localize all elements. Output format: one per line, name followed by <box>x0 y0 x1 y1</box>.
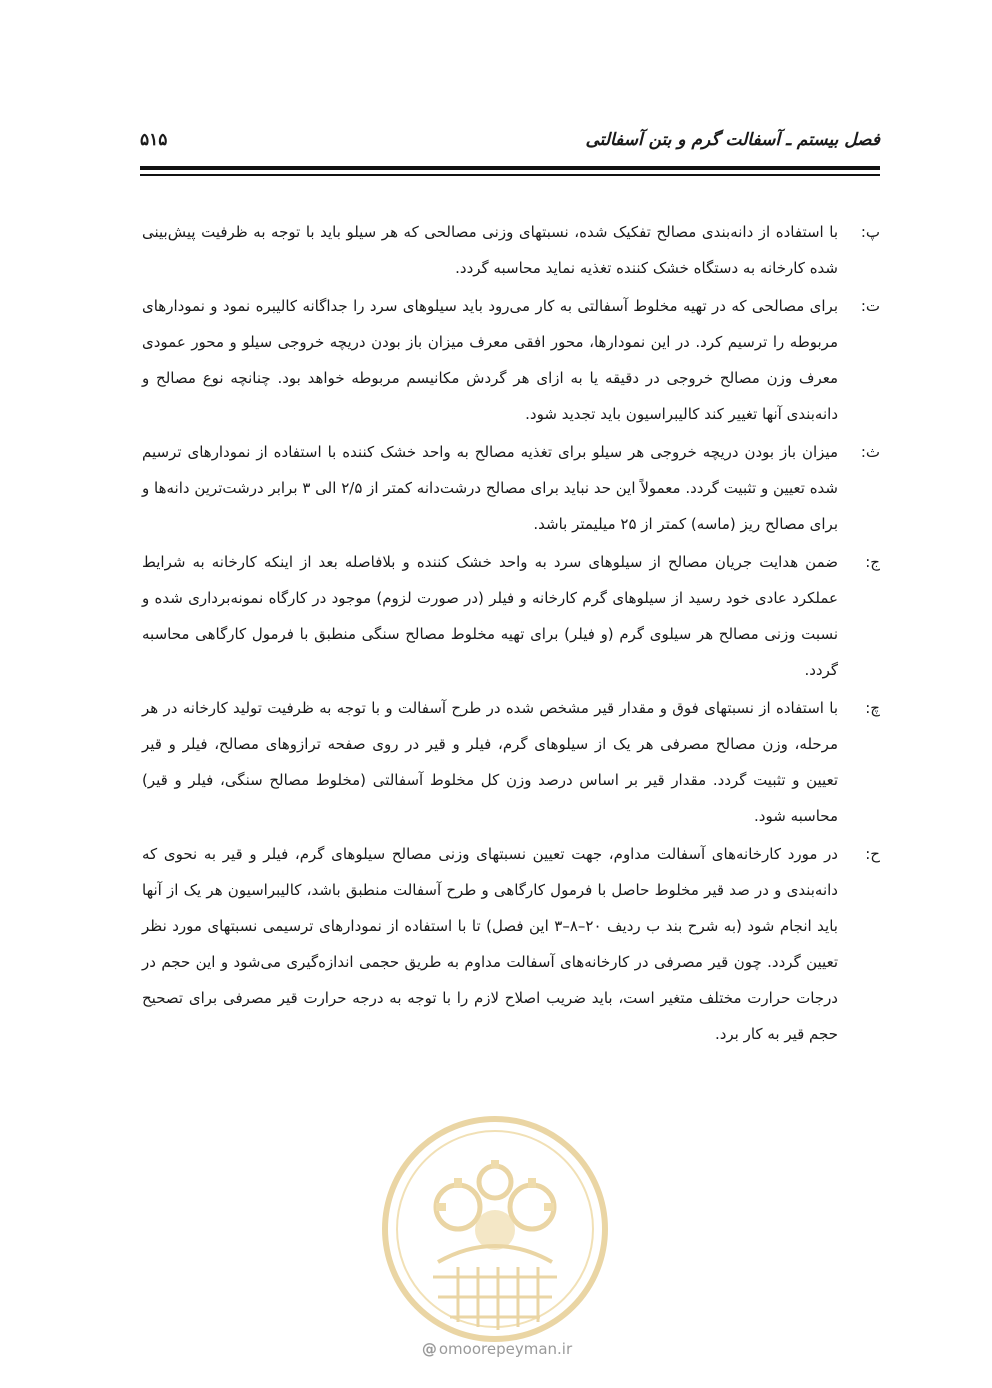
paragraph-marker: ث: <box>860 443 880 461</box>
paragraph-marker: ج: <box>865 553 880 571</box>
watermark-emblem <box>378 1112 612 1346</box>
chapter-title: فصل بیستم ـ آسفالت گرم و بتن آسفالتی <box>585 130 880 150</box>
paragraph-pe <box>142 214 880 286</box>
paragraph-marker: چ: <box>865 699 880 717</box>
paragraph-marker: پ: <box>860 223 880 241</box>
paragraph-text: برای مصالحی که در تهیه مخلوط آسفالتی به کار می‌رود باید سیلوهای سرد را جداگانه کالیبره نمود و نمودارهای مربوطه را ترسیم کرد. در این نمودارها، محور افقی معرف میزان باز بودن دریچه خروجی سیلو و محور عمودی معرف وزن مصالح خروجی در دقیقه یا به ازای هر گردش مکانیسم مربوطه خواهد بود. چنانچه نوع مصالح و دانه‌بندی آنها تغییر کند کالیبراسیون باید تجدید شود. <box>142 297 838 423</box>
at-sign: @ <box>421 1340 437 1358</box>
paragraph-te <box>142 288 880 432</box>
paragraph-che <box>142 690 880 834</box>
header-rule-thick <box>140 166 880 170</box>
body-content <box>142 214 880 1054</box>
paragraph-marker: ح: <box>865 845 880 863</box>
paragraph-text: میزان باز بودن دریچه خروجی هر سیلو برای تغذیه مصالح به واحد خشک کننده با استفاده از نمودارهای ترسیم شده تعیین و تثبیت گردد. معمولاً این حد نباید برای مصالح درشت‌دانه کمتر از ۲/۵ الی ۳ برابر درشت‌ترین دانه‌ها و برای مصالح ریز (ماسه) کمتر از ۲۵ میلیمتر باشد. <box>142 443 839 533</box>
paragraph-text: با استفاده از دانه‌بندی مصالح تفکیک شده، نسبتهای وزنی مصالحی که هر سیلو باید با توجه به ظرفیت پیش‌بینی شده کارخانه به دستگاه خشک کننده تغذیه نماید محاسبه گردد. <box>142 223 838 277</box>
watermark-site <box>392 1340 602 1358</box>
site-text: omoorepeyman.ir <box>438 1340 573 1358</box>
emblem-seal-icon <box>378 1112 612 1346</box>
paragraph-he <box>142 836 880 1052</box>
paragraph-marker: ت: <box>860 297 880 315</box>
paragraph-text: با استفاده از نسبتهای فوق و مقدار قیر مشخص شده در طرح آسفالت و با توجه به ظرفیت تولید کارخانه در هر مرحله، وزن مصالح مصرفی هر یک از سیلوهای گرم، فیلر و قیر در روی صفحه ترازوهای مصالح، فیلر و قیر تعیین و تثبیت گردد. مقدار قیر بر اساس درصد وزن کل مخلوط آسفالتی (مخلوط مصالح سنگی، فیلر و قیر) محاسبه شود. <box>142 699 838 825</box>
paragraph-se <box>142 434 880 542</box>
paragraph-text: ضمن هدایت جریان مصالح از سیلوهای سرد به واحد خشک کننده و بلافاصله بعد از اینکه کارخانه به شرایط عملکرد عادی خود رسید از سیلوهای گرم کارخانه و فیلر (در صورت لزوم) موجود در کارگاه نمونه‌برداری شده و نسبت وزنی مصالح هر سیلوی گرم (و فیلر) برای تهیه مخلوط مصالح سنگی منطبق با فرمول کارگاهی محاسبه گردد. <box>142 553 838 679</box>
page-header <box>140 120 880 160</box>
paragraph-text: در مورد کارخانه‌های آسفالت مداوم، جهت تعیین نسبتهای وزنی مصالح سیلوهای گرم، فیلر و قیر به نحوی که دانه‌بندی و در صد قیر مخلوط حاصل با فرمول کارگاهی و طرح آسفالت منطبق باشد، کالیبراسیون هر یک از آنها باید انجام شود (به شرح بند ب ردیف ۲۰–۸–۳ این فصل) تا با استفاده از نمودارهای ترسیمی نسبتهای مورد نظر تعیین گردد. چون قیر مصرفی در کارخانه‌های آسفالت مداوم به طریق حجمی اندازه‌گیری می‌شود و این حجم در درجات حرارت مختلف متغیر است، باید ضریب اصلاح لازم را با توجه به درجه حرارت قیر مصرفی برای تصحیح حجم قیر به کار برد. <box>142 845 838 1043</box>
paragraph-jim <box>142 544 880 688</box>
header-rule-thin <box>140 174 880 176</box>
page-number: ۵۱۵ <box>140 130 168 150</box>
